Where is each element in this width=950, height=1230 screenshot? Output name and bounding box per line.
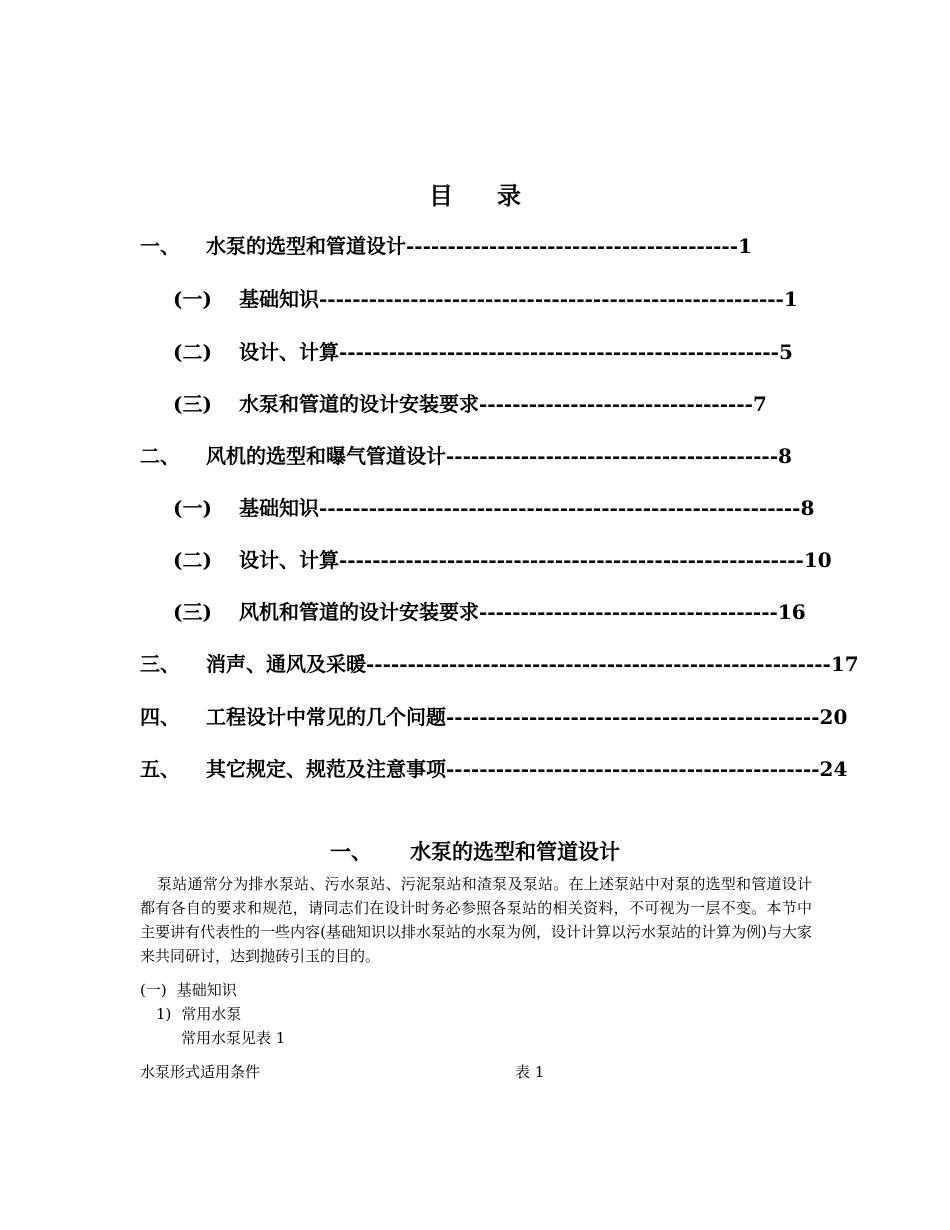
toc-entry-leader: -------------------------------------------------------- xyxy=(366,652,831,676)
toc-entry-page: 1 xyxy=(783,287,798,311)
toc-entry-leader: -------------------------------------------------------- xyxy=(339,548,804,572)
toc-entry-text: 设计、计算 xyxy=(239,340,339,364)
subsection-heading xyxy=(140,979,237,1001)
toc-entry[interactable] xyxy=(173,547,832,573)
toc-entry-text: 风机的选型和曝气管道设计 xyxy=(206,444,446,468)
list-item-title: 常用水泵 xyxy=(181,1005,242,1023)
toc-entry-number: 一、 xyxy=(140,234,180,258)
toc-entry-page: 8 xyxy=(778,444,792,468)
toc-entry-page: 1 xyxy=(738,234,752,258)
toc-entry-number: (二) xyxy=(173,548,212,572)
toc-entry-number: 二、 xyxy=(140,444,180,468)
table-caption: 水泵形式适用条件 xyxy=(140,1063,261,1081)
toc-entry-page: 20 xyxy=(819,705,848,729)
toc-entry-page: 5 xyxy=(778,340,793,364)
toc-entry-text: 基础知识 xyxy=(239,496,319,520)
section-title: 水泵的选型和管道设计 xyxy=(410,839,620,864)
list-item-number: 1) xyxy=(156,1005,172,1023)
subsection-title: 基础知识 xyxy=(176,981,237,999)
toc-entry[interactable] xyxy=(140,443,792,469)
toc-entry-page: 16 xyxy=(777,600,806,624)
toc-entry-leader: ----------------------------------------------------- xyxy=(339,340,779,364)
toc-entry-leader: --------------------------------------------- xyxy=(446,705,820,729)
toc-title xyxy=(0,176,950,211)
toc-entry-leader: ---------------------------------------------------------- xyxy=(319,496,801,520)
list-item-note: 常用水泵见表 1 xyxy=(181,1029,286,1047)
toc-title-left: 目 xyxy=(429,181,453,210)
toc-entry-leader: ---------------------------------------- xyxy=(446,444,779,468)
toc-entry-leader: ---------------------------------------- xyxy=(406,234,739,258)
toc-entry-text: 设计、计算 xyxy=(239,548,339,572)
toc-entry-number: (一) xyxy=(173,287,212,311)
toc-entry-text: 水泵的选型和管道设计 xyxy=(206,234,406,258)
toc-entry-page: 7 xyxy=(752,392,767,416)
section-number: 一、 xyxy=(330,839,372,864)
toc-entry[interactable] xyxy=(173,391,767,417)
toc-entry[interactable] xyxy=(173,286,798,312)
toc-entry-number: (三) xyxy=(173,392,212,416)
section-heading xyxy=(0,836,950,866)
toc-entry-number: 三、 xyxy=(140,652,180,676)
toc-title-right: 录 xyxy=(497,181,521,210)
toc-entry-text: 消声、通风及采暖 xyxy=(206,652,366,676)
toc-entry[interactable] xyxy=(140,756,848,782)
toc-entry[interactable] xyxy=(140,233,752,259)
toc-entry-number: (三) xyxy=(173,600,212,624)
toc-entry-leader: -------------------------------------------------------- xyxy=(319,287,784,311)
list-item xyxy=(156,1003,241,1025)
intro-paragraph: 泵站通常分为排水泵站、污水泵站、污泥泵站和渣泵及泵站。在上述泵站中对泵的选型和管道设计都有各自的要求和规范，请同志们在设计时务必参照各泵站的相关资料，不可视为一层不变。本节中主要讲有代表性的一些内容(基础知识以排水泵站的水泵为例，设计计算以污水泵站的计算为例)与大家来共同研讨，达到抛砖引玉的目的。 xyxy=(140,875,812,965)
toc-entry-page: 8 xyxy=(800,496,815,520)
table-label: 表 1 xyxy=(515,1063,545,1081)
toc-entry-text: 工程设计中常见的几个问题 xyxy=(206,705,446,729)
toc-entry-leader: ------------------------------------ xyxy=(479,600,778,624)
toc-entry[interactable] xyxy=(173,495,815,521)
toc-entry[interactable] xyxy=(173,599,806,625)
toc-entry-text: 风机和管道的设计安装要求 xyxy=(239,600,479,624)
toc-entry-page: 10 xyxy=(803,548,832,572)
toc-entry[interactable] xyxy=(140,704,848,730)
toc-entry[interactable] xyxy=(140,651,859,677)
subsection-number: (一) xyxy=(140,981,167,999)
toc-entry-text: 基础知识 xyxy=(239,287,319,311)
toc-entry[interactable] xyxy=(173,339,793,365)
toc-entry-page: 24 xyxy=(819,757,848,781)
toc-entry-leader: --------------------------------------------- xyxy=(446,757,820,781)
toc-entry-leader: --------------------------------- xyxy=(479,392,753,416)
toc-entry-number: (一) xyxy=(173,496,212,520)
toc-entry-page: 17 xyxy=(830,652,859,676)
toc-entry-text: 其它规定、规范及注意事项 xyxy=(206,757,446,781)
toc-entry-number: 五、 xyxy=(140,757,180,781)
toc-entry-number: 四、 xyxy=(140,705,180,729)
toc-entry-text: 水泵和管道的设计安装要求 xyxy=(239,392,479,416)
toc-entry-number: (二) xyxy=(173,340,212,364)
